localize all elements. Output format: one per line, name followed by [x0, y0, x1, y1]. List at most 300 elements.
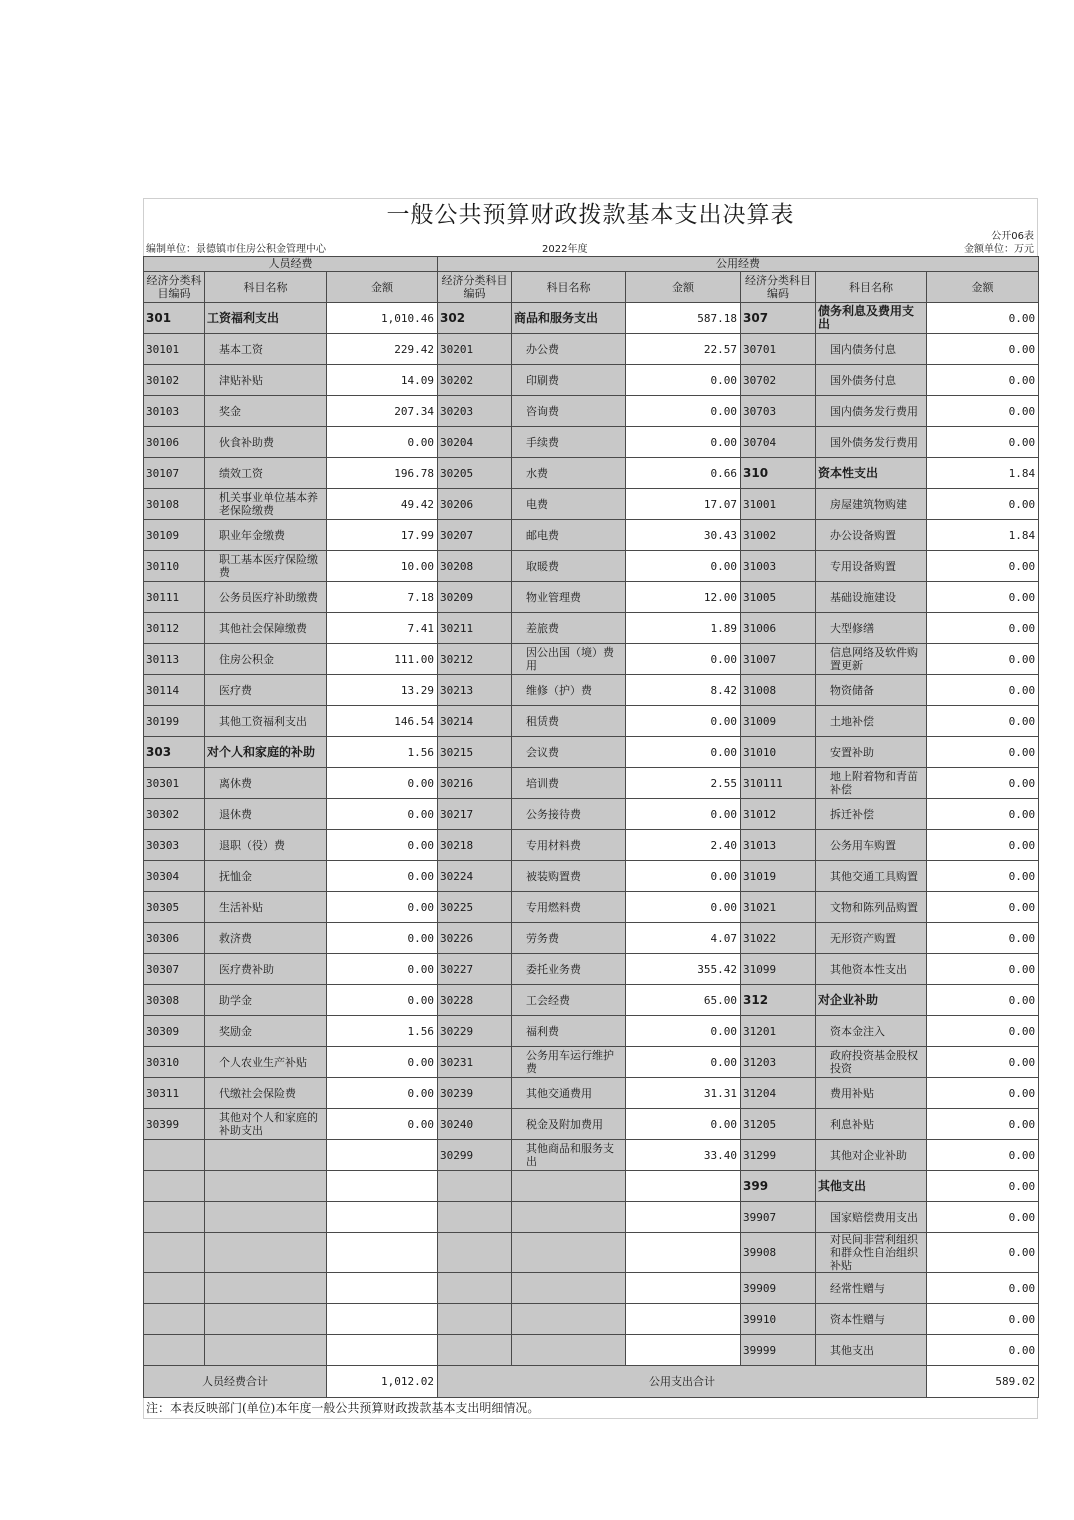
- cell-code: 30199: [144, 706, 205, 737]
- cell-amount: 0.00: [927, 675, 1039, 706]
- cell-code: 31003: [741, 551, 816, 582]
- cell-code: 30218: [438, 830, 512, 861]
- cell-name: 费用补贴: [816, 1078, 927, 1109]
- cell-name: 公务接待费: [512, 799, 626, 830]
- table-row: [144, 1047, 1039, 1078]
- cell-code: 30201: [438, 334, 512, 365]
- cell-name: 其他支出: [816, 1335, 927, 1366]
- cell-amount: 31.31: [626, 1078, 741, 1109]
- cell-name: 奖励金: [205, 1016, 327, 1047]
- cell-name: 文物和陈列品购置: [816, 892, 927, 923]
- cell-amount: 0.00: [927, 1304, 1039, 1335]
- cell-code: 30225: [438, 892, 512, 923]
- cell-amount: 10.00: [327, 551, 438, 582]
- cell-code: 30205: [438, 458, 512, 489]
- cell-code: 30214: [438, 706, 512, 737]
- cell-amount: 0.00: [626, 861, 741, 892]
- cell-code: 30114: [144, 675, 205, 706]
- cell-name: 专用设备购置: [816, 551, 927, 582]
- cell-amount: 0.00: [927, 1047, 1039, 1078]
- cell-amount: 146.54: [327, 706, 438, 737]
- cell-name: 抚恤金: [205, 861, 327, 892]
- cell-name: 其他商品和服务支出: [512, 1140, 626, 1171]
- cell-name: 取暖费: [512, 551, 626, 582]
- cell-name: 会议费: [512, 737, 626, 768]
- cell-name: 电费: [512, 489, 626, 520]
- cell-amount: 0.00: [327, 768, 438, 799]
- cell-amount: 0.00: [327, 892, 438, 923]
- cell-code: 30703: [741, 396, 816, 427]
- cell-name: 债务利息及费用支出: [816, 303, 927, 334]
- cell-code: 30213: [438, 675, 512, 706]
- table-row: [144, 830, 1039, 861]
- cell-amount: 12.00: [626, 582, 741, 613]
- cell-amount: 0.00: [927, 923, 1039, 954]
- cell-name: 被装购置费: [512, 861, 626, 892]
- cell-code: 39909: [741, 1273, 816, 1304]
- cell-amount: 229.42: [327, 334, 438, 365]
- footnote: 注：本表反映部门(单位)本年度一般公共预算财政拨款基本支出明细情况。: [143, 1398, 1038, 1419]
- cell-amount: 0.00: [927, 396, 1039, 427]
- cell-code: [438, 1171, 512, 1202]
- cell-name: 退职（役）费: [205, 830, 327, 861]
- cell-name: 因公出国（境）费用: [512, 644, 626, 675]
- cell-name: 租赁费: [512, 706, 626, 737]
- cell-code: [144, 1233, 205, 1273]
- cell-name: 生活补贴: [205, 892, 327, 923]
- cell-code: 302: [438, 303, 512, 334]
- cell-amount: 1.56: [327, 1016, 438, 1047]
- cell-code: 39908: [741, 1233, 816, 1273]
- cell-amount: [327, 1233, 438, 1273]
- cell-amount: 0.00: [927, 303, 1039, 334]
- table-row: [144, 1273, 1039, 1304]
- table-row: [144, 1140, 1039, 1171]
- cell-name: 对个人和家庭的补助: [205, 737, 327, 768]
- cell-name: 经常性赠与: [816, 1273, 927, 1304]
- cell-name: [512, 1202, 626, 1233]
- cell-name: 职工基本医疗保险缴费: [205, 551, 327, 582]
- table-row: [144, 427, 1039, 458]
- col-header-amount: 金额: [927, 272, 1039, 303]
- cell-amount: 0.00: [626, 1047, 741, 1078]
- cell-amount: 30.43: [626, 520, 741, 551]
- cell-code: 30107: [144, 458, 205, 489]
- cell-code: 30109: [144, 520, 205, 551]
- cell-amount: 17.99: [327, 520, 438, 551]
- table-row: [144, 1171, 1039, 1202]
- cell-amount: 1.84: [927, 458, 1039, 489]
- cell-amount: 196.78: [327, 458, 438, 489]
- cell-amount: 33.40: [626, 1140, 741, 1171]
- cell-amount: 0.00: [927, 737, 1039, 768]
- cell-amount: 1.56: [327, 737, 438, 768]
- cell-name: [205, 1202, 327, 1233]
- cell-amount: 0.00: [927, 1335, 1039, 1366]
- cell-amount: 2.55: [626, 768, 741, 799]
- cell-code: 30305: [144, 892, 205, 923]
- cell-code: 31006: [741, 613, 816, 644]
- cell-code: 39907: [741, 1202, 816, 1233]
- cell-name: 国外债务付息: [816, 365, 927, 396]
- cell-name: 信息网络及软件购置更新: [816, 644, 927, 675]
- cell-amount: [626, 1335, 741, 1366]
- cell-code: [438, 1273, 512, 1304]
- cell-code: 30206: [438, 489, 512, 520]
- cell-name: 专用材料费: [512, 830, 626, 861]
- cell-code: 30307: [144, 954, 205, 985]
- table-row: [144, 954, 1039, 985]
- cell-amount: 0.00: [927, 365, 1039, 396]
- cell-code: 312: [741, 985, 816, 1016]
- cell-amount: [626, 1171, 741, 1202]
- public-total-label: 公用支出合计: [438, 1366, 927, 1398]
- cell-name: 维修（护）费: [512, 675, 626, 706]
- cell-code: 30240: [438, 1109, 512, 1140]
- cell-amount: 0.00: [327, 427, 438, 458]
- table-row: [144, 768, 1039, 799]
- cell-code: 303: [144, 737, 205, 768]
- cell-name: [205, 1171, 327, 1202]
- cell-amount: 4.07: [626, 923, 741, 954]
- cell-code: [144, 1202, 205, 1233]
- cell-name: [205, 1335, 327, 1366]
- cell-amount: 0.00: [327, 923, 438, 954]
- cell-name: 助学金: [205, 985, 327, 1016]
- cell-name: 资本性支出: [816, 458, 927, 489]
- cell-name: 国外债务发行费用: [816, 427, 927, 458]
- cell-code: 30310: [144, 1047, 205, 1078]
- cell-code: 30216: [438, 768, 512, 799]
- group-header-personnel: 人员经费: [144, 257, 438, 272]
- cell-name: 退休费: [205, 799, 327, 830]
- cell-name: 代缴社会保险费: [205, 1078, 327, 1109]
- cell-amount: 0.00: [626, 737, 741, 768]
- cell-name: [205, 1233, 327, 1273]
- cell-amount: [327, 1335, 438, 1366]
- cell-code: 31019: [741, 861, 816, 892]
- cell-amount: 0.00: [927, 954, 1039, 985]
- cell-code: [144, 1171, 205, 1202]
- cell-code: [438, 1202, 512, 1233]
- table-row: [144, 396, 1039, 427]
- cell-name: 机关事业单位基本养老保险缴费: [205, 489, 327, 520]
- cell-amount: 0.00: [327, 1109, 438, 1140]
- table-row: [144, 892, 1039, 923]
- cell-name: 政府投资基金股权投资: [816, 1047, 927, 1078]
- cell-amount: 1,010.46: [327, 303, 438, 334]
- cell-name: [205, 1273, 327, 1304]
- cell-code: 31013: [741, 830, 816, 861]
- cell-amount: 0.00: [927, 768, 1039, 799]
- cell-name: 印刷费: [512, 365, 626, 396]
- cell-code: 30309: [144, 1016, 205, 1047]
- cell-code: 30226: [438, 923, 512, 954]
- cell-code: 30303: [144, 830, 205, 861]
- cell-name: 物业管理费: [512, 582, 626, 613]
- cell-amount: 0.00: [927, 1078, 1039, 1109]
- cell-code: [144, 1140, 205, 1171]
- cell-amount: 0.00: [626, 706, 741, 737]
- cell-amount: 0.00: [927, 799, 1039, 830]
- cell-code: 30108: [144, 489, 205, 520]
- cell-name: [512, 1335, 626, 1366]
- cell-amount: [327, 1304, 438, 1335]
- col-header-name: 科目名称: [512, 272, 626, 303]
- cell-code: 30202: [438, 365, 512, 396]
- cell-name: 职业年金缴费: [205, 520, 327, 551]
- report-sheet: [143, 198, 1038, 1419]
- cell-code: 30704: [741, 427, 816, 458]
- cell-amount: 207.34: [327, 396, 438, 427]
- amount-unit: 金额单位：万元: [964, 244, 1034, 255]
- cell-amount: 0.00: [626, 427, 741, 458]
- cell-name: 伙食补助费: [205, 427, 327, 458]
- cell-code: 31022: [741, 923, 816, 954]
- cell-amount: 7.41: [327, 613, 438, 644]
- expenditure-table: [143, 256, 1039, 1398]
- cell-code: 30112: [144, 613, 205, 644]
- cell-code: 31009: [741, 706, 816, 737]
- table-row: [144, 985, 1039, 1016]
- table-row: [144, 799, 1039, 830]
- cell-code: 30224: [438, 861, 512, 892]
- cell-name: 对企业补助: [816, 985, 927, 1016]
- cell-name: 差旅费: [512, 613, 626, 644]
- cell-code: [144, 1304, 205, 1335]
- cell-name: 其他社会保障缴费: [205, 613, 327, 644]
- cell-name: 个人农业生产补贴: [205, 1047, 327, 1078]
- cell-name: 其他资本性支出: [816, 954, 927, 985]
- cell-code: 30103: [144, 396, 205, 427]
- cell-amount: 0.00: [927, 1109, 1039, 1140]
- cell-code: 30101: [144, 334, 205, 365]
- cell-amount: 0.00: [927, 427, 1039, 458]
- cell-name: 培训费: [512, 768, 626, 799]
- cell-amount: 0.00: [927, 1171, 1039, 1202]
- cell-code: 30228: [438, 985, 512, 1016]
- cell-amount: 0.00: [927, 489, 1039, 520]
- compiling-unit: 编制单位：景德镇市住房公积金管理中心: [146, 244, 326, 255]
- cell-code: 30311: [144, 1078, 205, 1109]
- cell-name: 奖金: [205, 396, 327, 427]
- cell-name: [512, 1233, 626, 1273]
- cell-name: 其他交通工具购置: [816, 861, 927, 892]
- cell-name: 医疗费: [205, 675, 327, 706]
- cell-amount: 355.42: [626, 954, 741, 985]
- cell-name: 专用燃料费: [512, 892, 626, 923]
- cell-code: [438, 1233, 512, 1273]
- cell-name: 利息补贴: [816, 1109, 927, 1140]
- public-total-value: 589.02: [927, 1366, 1039, 1398]
- cell-name: 其他交通费用: [512, 1078, 626, 1109]
- cell-amount: 0.00: [626, 365, 741, 396]
- cell-name: 公务员医疗补助缴费: [205, 582, 327, 613]
- cell-amount: [327, 1202, 438, 1233]
- table-row: [144, 1335, 1039, 1366]
- cell-amount: 0.00: [927, 582, 1039, 613]
- cell-amount: 0.00: [927, 1140, 1039, 1171]
- cell-amount: 8.42: [626, 675, 741, 706]
- cell-amount: 111.00: [327, 644, 438, 675]
- cell-amount: 0.00: [626, 551, 741, 582]
- cell-name: 拆迁补偿: [816, 799, 927, 830]
- cell-code: 30229: [438, 1016, 512, 1047]
- table-row: [144, 706, 1039, 737]
- report-meta-row: [143, 243, 1038, 256]
- cell-code: [438, 1335, 512, 1366]
- cell-code: 31008: [741, 675, 816, 706]
- cell-name: 福利费: [512, 1016, 626, 1047]
- table-row: [144, 1109, 1039, 1140]
- cell-code: 30301: [144, 768, 205, 799]
- cell-code: 30203: [438, 396, 512, 427]
- group-header-public: 公用经费: [438, 257, 1039, 272]
- cell-name: 公务用车购置: [816, 830, 927, 861]
- cell-amount: 0.00: [927, 551, 1039, 582]
- table-row: [144, 1202, 1039, 1233]
- cell-code: 31203: [741, 1047, 816, 1078]
- cell-amount: 0.00: [626, 396, 741, 427]
- cell-code: 30211: [438, 613, 512, 644]
- cell-amount: 0.66: [626, 458, 741, 489]
- cell-code: 30106: [144, 427, 205, 458]
- table-row: [144, 458, 1039, 489]
- cell-code: 31201: [741, 1016, 816, 1047]
- cell-amount: [327, 1171, 438, 1202]
- cell-name: [205, 1304, 327, 1335]
- col-header-name: 科目名称: [816, 272, 927, 303]
- cell-amount: 13.29: [327, 675, 438, 706]
- cell-code: 30204: [438, 427, 512, 458]
- table-row: [144, 520, 1039, 551]
- cell-name: 房屋建筑物购建: [816, 489, 927, 520]
- cell-name: 土地补偿: [816, 706, 927, 737]
- cell-name: [512, 1304, 626, 1335]
- cell-name: 手续费: [512, 427, 626, 458]
- table-row: [144, 1233, 1039, 1273]
- cell-name: 地上附着物和青苗补偿: [816, 768, 927, 799]
- cell-code: 31204: [741, 1078, 816, 1109]
- cell-amount: 65.00: [626, 985, 741, 1016]
- cell-amount: [626, 1233, 741, 1273]
- cell-code: 30308: [144, 985, 205, 1016]
- cell-amount: 0.00: [327, 1047, 438, 1078]
- cell-name: 救济费: [205, 923, 327, 954]
- cell-name: 工会经费: [512, 985, 626, 1016]
- cell-name: 基础设施建设: [816, 582, 927, 613]
- cell-amount: [327, 1140, 438, 1171]
- cell-name: 国内债务付息: [816, 334, 927, 365]
- cell-code: 30102: [144, 365, 205, 396]
- cell-code: 30209: [438, 582, 512, 613]
- table-row: [144, 675, 1039, 706]
- cell-code: 39999: [741, 1335, 816, 1366]
- cell-name: [512, 1273, 626, 1304]
- cell-amount: 0.00: [927, 613, 1039, 644]
- cell-amount: 0.00: [327, 985, 438, 1016]
- cell-name: 公务用车运行维护费: [512, 1047, 626, 1078]
- cell-code: 31012: [741, 799, 816, 830]
- cell-name: 离休费: [205, 768, 327, 799]
- cell-amount: [327, 1273, 438, 1304]
- table-row: [144, 923, 1039, 954]
- cell-name: 邮电费: [512, 520, 626, 551]
- cell-code: 30231: [438, 1047, 512, 1078]
- table-row: [144, 489, 1039, 520]
- col-header-code: 经济分类科目编码: [438, 272, 512, 303]
- cell-code: 30299: [438, 1140, 512, 1171]
- cell-amount: 0.00: [626, 1016, 741, 1047]
- cell-amount: [626, 1202, 741, 1233]
- table-row: [144, 613, 1039, 644]
- cell-name: 国家赔偿费用支出: [816, 1202, 927, 1233]
- cell-amount: 0.00: [927, 1202, 1039, 1233]
- cell-name: 对民间非营利组织和群众性自治组织补贴: [816, 1233, 927, 1273]
- cell-name: 安置补助: [816, 737, 927, 768]
- cell-code: 31001: [741, 489, 816, 520]
- col-header-amount: 金额: [626, 272, 741, 303]
- cell-code: 31205: [741, 1109, 816, 1140]
- cell-code: 301: [144, 303, 205, 334]
- cell-name: [205, 1140, 327, 1171]
- cell-code: 30306: [144, 923, 205, 954]
- cell-name: 物资储备: [816, 675, 927, 706]
- cell-amount: 0.00: [327, 1078, 438, 1109]
- cell-code: [144, 1273, 205, 1304]
- cell-amount: 0.00: [927, 1016, 1039, 1047]
- col-header-amount: 金额: [327, 272, 438, 303]
- table-row: [144, 737, 1039, 768]
- cell-name: 劳务费: [512, 923, 626, 954]
- cell-name: 基本工资: [205, 334, 327, 365]
- cell-code: 30113: [144, 644, 205, 675]
- cell-amount: 14.09: [327, 365, 438, 396]
- cell-name: 工资福利支出: [205, 303, 327, 334]
- cell-code: 31010: [741, 737, 816, 768]
- cell-amount: 0.00: [327, 799, 438, 830]
- table-row: [144, 303, 1039, 334]
- report-title: 一般公共预算财政拨款基本支出决算表: [143, 198, 1038, 231]
- cell-code: 30702: [741, 365, 816, 396]
- cell-code: 310111: [741, 768, 816, 799]
- cell-name: 水费: [512, 458, 626, 489]
- cell-code: 30302: [144, 799, 205, 830]
- cell-amount: 0.00: [327, 830, 438, 861]
- cell-name: 津贴补贴: [205, 365, 327, 396]
- cell-amount: 0.00: [626, 892, 741, 923]
- col-header-name: 科目名称: [205, 272, 327, 303]
- cell-amount: 17.07: [626, 489, 741, 520]
- cell-code: 30227: [438, 954, 512, 985]
- cell-name: 税金及附加费用: [512, 1109, 626, 1140]
- cell-name: 商品和服务支出: [512, 303, 626, 334]
- cell-name: 资本性赠与: [816, 1304, 927, 1335]
- report-year: 2022年度: [542, 244, 588, 255]
- table-row: [144, 1016, 1039, 1047]
- cell-amount: 0.00: [927, 1233, 1039, 1273]
- table-row: [144, 582, 1039, 613]
- col-header-code: 经济分类科目编码: [741, 272, 816, 303]
- personnel-total-label: 人员经费合计: [144, 1366, 327, 1398]
- col-header-code: 经济分类科目编码: [144, 272, 205, 303]
- cell-name: 咨询费: [512, 396, 626, 427]
- table-row: [144, 1078, 1039, 1109]
- cell-amount: 7.18: [327, 582, 438, 613]
- cell-amount: 1.89: [626, 613, 741, 644]
- cell-amount: 0.00: [927, 830, 1039, 861]
- cell-code: 39910: [741, 1304, 816, 1335]
